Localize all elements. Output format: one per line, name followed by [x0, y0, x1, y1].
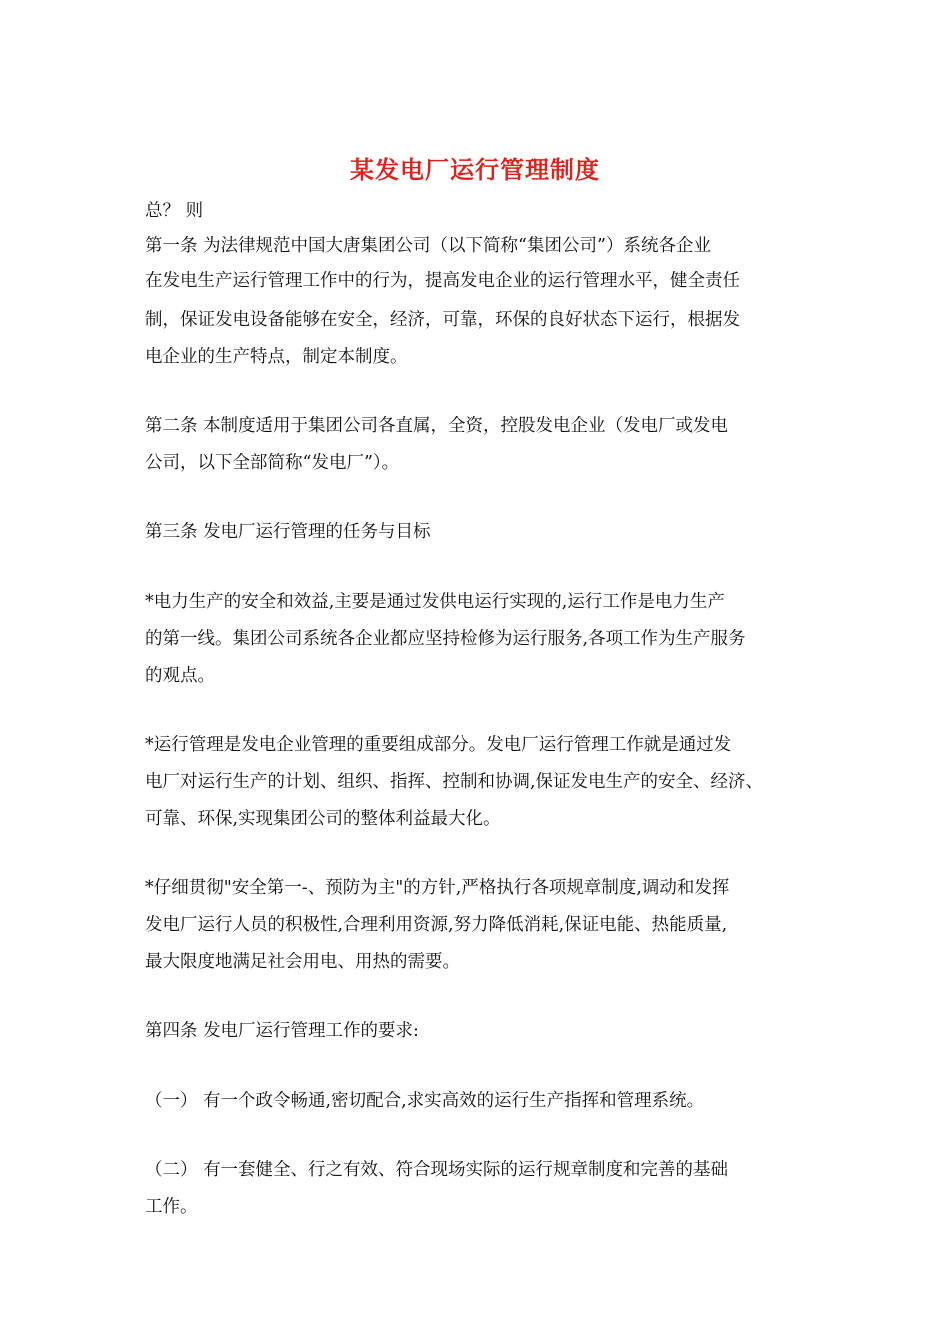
document-title: 某发电厂运行管理制度	[350, 155, 600, 184]
paragraph-line: *电力生产的安全和效益,主要是通过发供电运行实现的,运行工作是电力生产	[145, 592, 725, 612]
paragraph-line: 在发电生产运行管理工作中的行为，提高发电企业的运行管理水平，健全责任	[145, 271, 740, 291]
paragraph-line: 公司，以下全部简称“发电厂”）。	[145, 453, 400, 473]
paragraph-line: 最大限度地满足社会用电、用热的需要。	[145, 952, 460, 972]
paragraph-line: 第一条 为法律规范中国大唐集团公司（以下简称“集团公司”）系统各企业	[145, 236, 711, 256]
paragraph-line: 工作。	[145, 1197, 198, 1217]
paragraph-line: 电厂对运行生产的计划、组织、指挥、控制和协调,保证发电生产的安全、经济、	[145, 772, 764, 792]
section-heading: 总？ 则	[145, 201, 204, 221]
paragraph-line: （二） 有一套健全、行之有效、符合现场实际的运行规章制度和完善的基础	[145, 1160, 729, 1180]
paragraph-line: （一） 有一个政令畅通,密切配合,求实高效的运行生产指挥和管理系统。	[145, 1091, 705, 1111]
paragraph-line: 第三条 发电厂运行管理的任务与目标	[145, 522, 431, 542]
paragraph-line: 制，保证发电设备能够在安全，经济，可靠，环保的良好状态下运行，根据发	[145, 310, 740, 330]
paragraph-line: *仔细贯彻"安全第一-、预防为主"的方针,严格执行各项规章制度,调动和发挥	[145, 878, 730, 898]
paragraph-line: 的观点。	[145, 666, 215, 686]
paragraph-line: 可靠、环保,实现集团公司的整体利益最大化。	[145, 809, 501, 829]
paragraph-line: 的第一线。集团公司系统各企业都应坚持检修为运行服务,各项工作为生产服务	[145, 629, 746, 649]
paragraph-line: 第四条 发电厂运行管理工作的要求:	[145, 1021, 419, 1041]
paragraph-line: 电企业的生产特点，制定本制度。	[145, 347, 408, 367]
paragraph-line: 发电厂运行人员的积极性,合理利用资源,努力降低消耗,保证电能、热能质量,	[145, 915, 728, 935]
paragraph-line: 第二条 本制度适用于集团公司各直属，全资，控股发电企业（发电厂或发电	[145, 416, 729, 436]
paragraph-line: *运行管理是发电企业管理的重要组成部分。发电厂运行管理工作就是通过发	[145, 735, 732, 755]
